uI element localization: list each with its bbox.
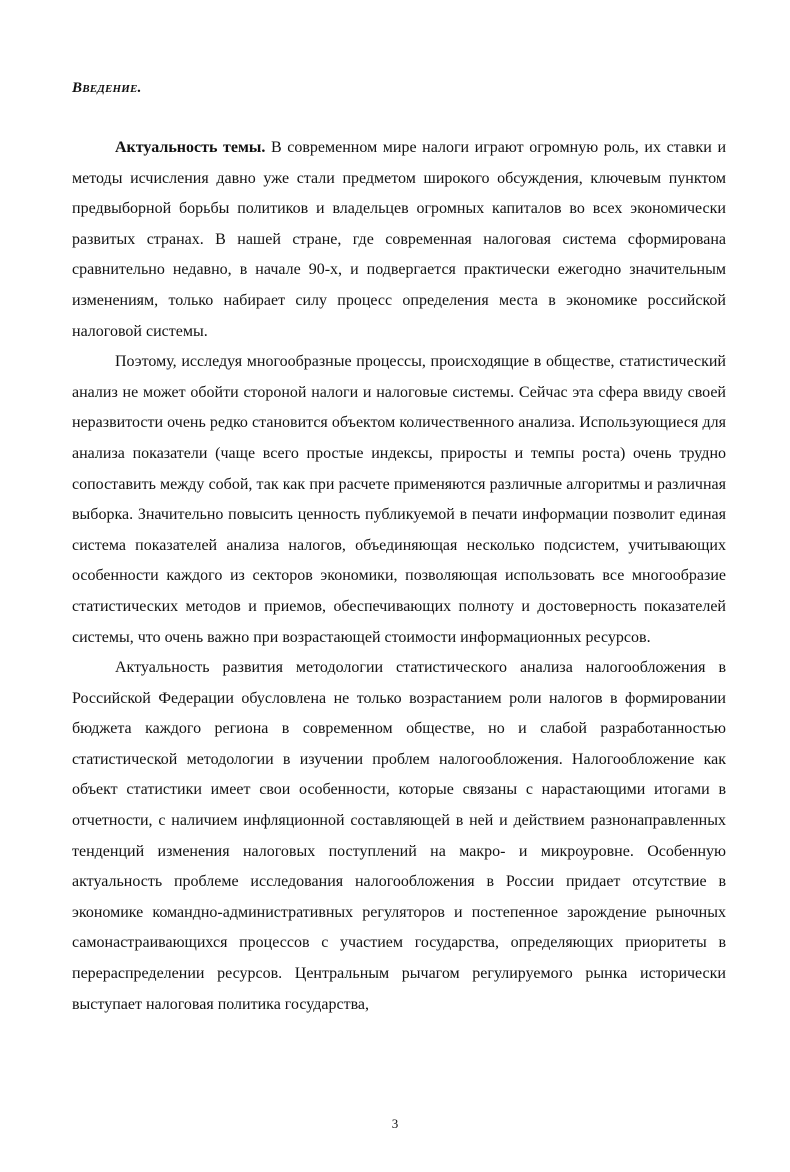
paragraph-lead: Актуальность темы. — [115, 139, 266, 156]
paragraph-1-text: В современном мире налоги играют огромную роль, их ставки и методы исчисления давно уже стали предметом широкого обсуждения, ключевым пунктом предвыборной борьбы политиков и владельцев огромных капиталов во всех экономически развитых странах. В нашей стране, где современная налоговая система сформирована сравнительно недавно, в начале 90-х, и подвергается практически ежегодно значительным изменениям, только набирает силу процесс определения места в экономике российской налоговой системы. — [72, 139, 727, 340]
paragraph-3: Актуальность развития методологии статистического анализа налогообложения в Российской Федерации обусловлена не только возрастанием роли налогов в формировании бюджета каждого региона в современном обществе, но и слабой разработанностью статистической методологии в изучении проблем налогообложения. Налогообложение как объект статистики имеет свои особенности, которые связаны с нарастающими итогами в отчетности, с наличием инфляционной составляющей в ней и действием разнонаправленных тенденций изменения налоговых поступлений на макро- и микроуровне. Особенную актуальность проблеме исследования налогообложения в России придает отсутствие в экономике командно-административных регуляторов и постепенное зарождение рыночных самонастраивающихся процессов с участием государства, определяющих приоритеты в перераспределении ресурсов. Центральным рычагом регулируемого рынка исторически выступает налоговая политика государства, — [72, 659, 726, 1013]
paragraph-2: Поэтому, исследуя многообразные процессы, происходящие в обществе, статистический анализ не может обойти стороной налоги и налоговые системы. Сейчас эта сфера ввиду своей неразвитости очень редко становится объектом количественного анализа. Использующиеся для анализа показатели (чаще всего простые индексы, приросты и темпы роста) очень трудно сопоставить между собой, так как при расчете применяются различные алгоритмы и различная выборка. Значительно повысить ценность публикуемой в печати информации позволит единая система показателей анализа налогов, объединяющая несколько подсистем, учитывающих особенности каждого из секторов экономики, позволяющая использовать все многообразие статистических методов и приемов, обеспечивающих полноту и достоверность показателей системы, что очень важно при возрастающей стоимости информационных ресурсов. — [72, 353, 726, 646]
section-heading: Введение. — [72, 80, 142, 96]
body-text — [72, 133, 726, 1020]
page-number: 3 — [391, 1116, 399, 1131]
paragraph-1 — [72, 133, 726, 347]
